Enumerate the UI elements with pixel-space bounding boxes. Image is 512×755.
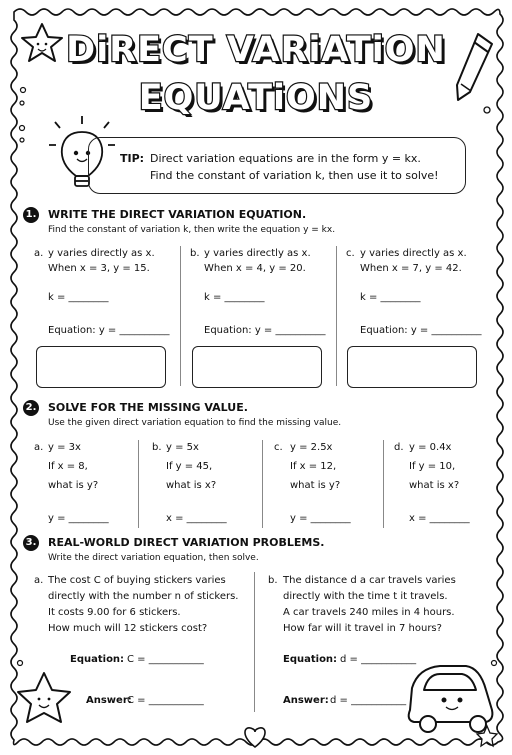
problem-text: It costs 9.00 for 6 stickers.: [48, 607, 181, 618]
problem-question: what is y?: [48, 480, 99, 491]
problem-text: A car travels 240 miles in 4 hours.: [283, 607, 455, 618]
problem-text: The distance d a car travels varies: [283, 575, 456, 586]
problem-given: If x = 12,: [290, 461, 337, 472]
section-title: REAL-WORLD DIRECT VARIATION PROBLEMS.: [48, 536, 325, 549]
problem-text: The cost C of buying stickers varies: [48, 575, 226, 586]
answer-blank[interactable]: x = ________: [409, 513, 470, 524]
problem-given: When x = 3, y = 15.: [48, 263, 150, 274]
problem-text: directly with the time t it travels.: [283, 591, 448, 602]
problem-letter: d.: [394, 442, 404, 453]
equation-blank[interactable]: Equation: y = __________: [204, 325, 326, 336]
answer-box[interactable]: [347, 346, 477, 388]
section-number: 1.: [23, 207, 39, 223]
answer-blank[interactable]: y = ________: [48, 513, 109, 524]
problem-letter: b.: [190, 248, 200, 259]
problem-letter: a.: [34, 575, 44, 586]
problem-equation: y = 0.4x: [409, 442, 452, 453]
star-icon: [18, 673, 70, 722]
answer-blank[interactable]: d = ___________: [330, 695, 407, 706]
car-icon: [409, 666, 493, 732]
k-blank[interactable]: k = ________: [360, 292, 421, 303]
problem-given: If y = 10,: [409, 461, 456, 472]
answer-box[interactable]: [36, 346, 166, 388]
problem-given: When x = 7, y = 42.: [360, 263, 462, 274]
equation-label: Equation:: [283, 654, 338, 665]
problem-text: directly with the number n of stickers.: [48, 591, 239, 602]
tip-label: TIP:: [120, 152, 145, 165]
answer-blank[interactable]: C = ___________: [127, 695, 204, 706]
problem-question: what is y?: [290, 480, 341, 491]
equation-blank[interactable]: Equation: y = __________: [360, 325, 482, 336]
section-number: 3.: [23, 535, 39, 551]
problem-text: y varies directly as x.: [360, 248, 467, 259]
equation-label: Equation:: [70, 654, 125, 665]
problem-letter: b.: [268, 575, 278, 586]
problem-equation: y = 2.5x: [290, 442, 333, 453]
problem-question: what is x?: [166, 480, 217, 491]
problem-equation: y = 3x: [48, 442, 81, 453]
problem-given: If y = 45,: [166, 461, 213, 472]
answer-label: Answer:: [283, 695, 329, 706]
section-instructions: Find the constant of variation k, then write the equation y = kx.: [48, 225, 336, 235]
problem-text: y varies directly as x.: [48, 248, 155, 259]
tip-line-1: Direct variation equations are in the form y = kx.: [150, 152, 421, 165]
equation-blank[interactable]: C = ___________: [127, 654, 204, 665]
problem-equation: y = 5x: [166, 442, 199, 453]
problem-given: If x = 8,: [48, 461, 88, 472]
problem-letter: b.: [152, 442, 162, 453]
page-title-line2: EQUATiONS: [138, 78, 374, 118]
equation-blank[interactable]: d = ___________: [340, 654, 417, 665]
problem-text: How far will it travel in 7 hours?: [283, 623, 442, 634]
tip-line-2: Find the constant of variation k, then use it to solve!: [150, 169, 439, 182]
k-blank[interactable]: k = ________: [204, 292, 265, 303]
answer-label: Answer:: [86, 695, 132, 706]
answer-box[interactable]: [192, 346, 322, 388]
k-blank[interactable]: k = ________: [48, 292, 109, 303]
section-title: WRITE THE DIRECT VARIATION EQUATION.: [48, 208, 307, 221]
section-instructions: Use the given direct variation equation to find the missing value.: [48, 418, 342, 428]
problem-letter: c.: [346, 248, 355, 259]
answer-blank[interactable]: y = ________: [290, 513, 351, 524]
problem-given: When x = 4, y = 20.: [204, 263, 306, 274]
problem-question: what is x?: [409, 480, 460, 491]
problem-letter: c.: [274, 442, 283, 453]
problem-letter: a.: [34, 248, 44, 259]
equation-blank[interactable]: Equation: y = __________: [48, 325, 170, 336]
section-number: 2.: [23, 400, 39, 416]
answer-blank[interactable]: x = ________: [166, 513, 227, 524]
problem-letter: a.: [34, 442, 44, 453]
page-title: DiRECT VARiATiON: [66, 30, 446, 70]
problem-text: y varies directly as x.: [204, 248, 311, 259]
tip-box: [88, 137, 466, 194]
problem-text: How much will 12 stickers cost?: [48, 623, 208, 634]
section-title: SOLVE FOR THE MISSING VALUE.: [48, 401, 248, 414]
section-instructions: Write the direct variation equation, then solve.: [48, 553, 259, 563]
